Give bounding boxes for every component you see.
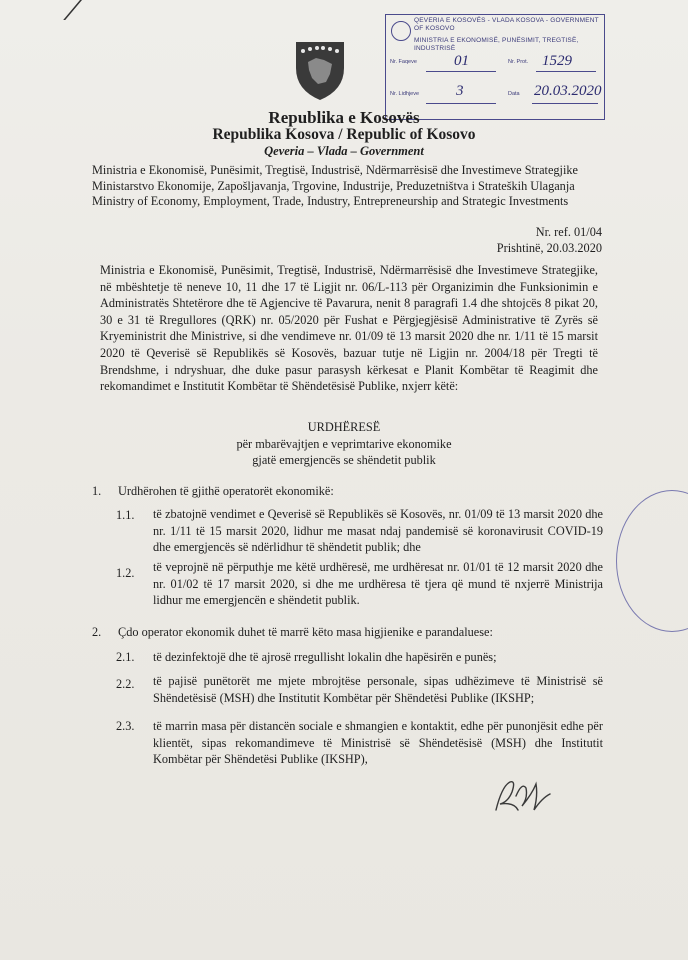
stamp-label-links: Nr. Lidhjeve <box>390 91 420 97</box>
subitem-text: të pajisë punëtorët me mjete mbrojtëse personale, sipas udhëzimeve të Ministrisë së Shëndetësisë (MSH) dhe Institutit Kombëtar për Shëndetësi Publike (IKSHP; <box>153 674 603 705</box>
header-republic-multilingual: Republika Kosova / Republic of Kosovo <box>212 126 476 143</box>
stamp-value-date: 20.03.2020 <box>534 83 602 99</box>
handwritten-signature <box>488 776 558 816</box>
reference-block <box>497 224 602 256</box>
stamp-header-1: QEVERIA E KOSOVËS - VLADA KOSOVA - GOVERNMENT OF KOSOVO <box>414 17 599 32</box>
stamp-seal-icon <box>391 21 411 41</box>
kosovo-emblem-icon <box>294 38 346 102</box>
ministry-name-sr: Ministarstvo Ekonomije, Zapošljavanja, Trgovine, Industrije, Preduzetništva i Strateških Ulaganja <box>92 178 575 193</box>
subitem-number: 2.2. <box>116 677 135 691</box>
intro-paragraph: Ministria e Ekonomisë, Punësimit, Tregtisë, Industrisë, Ndërmarrësisë dhe Investimeve Strategjike, në mbështetje të neneve 10, 11 dhe 17 të Ligjit nr. 06/L-113 për Organizimin dhe Funksionimin e Administratës Shtetërore dhe të Agjencive të Pavarura, nenit 8 paragrafi 1.4 dhe shtojcës 8 pikat 20, 30 e 31 të Rregullores (QRK) nr. 05/2020 për Fushat e Përgjegjësisë Administrative të Zyrës së Kryeministrit dhe Ministrive, si dhe vendimeve nr. 01/09 të 13 marsit 2020 dhe nr. 1/11 të 15 marsit 2020 të Qeverisë së Republikës së Kosovës, bazuar tutje në Ligjin nr. 2004/18 për Tregti të Brendshme, i ndryshuar, dhe duke pasur parasysh kërkesat e Planit Kombëtar të Reagimit dhe rekomandimet e Institutit Kombëtar të Shëndetësisë Publike, nxjerr këtë: <box>100 263 598 394</box>
item-text: Urdhërohen të gjithë operatorët ekonomikë: <box>118 484 334 498</box>
place-date: Prishtinë, 20.03.2020 <box>496 241 602 255</box>
stamp-header-2: MINISTRIA E EKONOMISË, PUNËSIMIT, TREGTISË, INDUSTRISË <box>414 37 579 52</box>
subitem-text: të marrin masa për distancën sociale e shmangien e kontaktit, edhe për punonjësit edhe për klientët, sipas rekomandimeve të Ministrisë së Shëndetësisë (MSH) dhe Institutit Kombëtar për Shëndetësi Publike (IKSHP), <box>153 719 603 767</box>
round-stamp <box>616 490 688 632</box>
order-title: URDHËRESË <box>307 420 381 434</box>
item-number: 1. <box>92 484 102 498</box>
stamp-label-date: Data <box>508 91 520 97</box>
subitem-text: të zbatojnë vendimet e Qeverisë së Republikës së Kosovës, nr. 01/09 të 13 marsit 2020 dhe nr. 1/11 të 15 marsit 2020, lidhur me masat ndaj pandemisë së koronavirusit COVID-19 dhe emergjencës së ndërlidhur të shëndetit publik; dhe <box>153 507 603 555</box>
order-subtitle-2: gjatë emergjencës se shëndetit publik <box>252 453 436 467</box>
item-text: Çdo operator ekonomik duhet të marrë këto masa higjienike e parandaluese: <box>118 625 493 639</box>
stamp-value-links: 3 <box>456 83 464 99</box>
subitem-number: 2.3. <box>116 719 135 733</box>
subitem-number: 2.1. <box>116 650 135 664</box>
subitem-text: të dezinfektojë dhe të ajrosë rregullisht lokalin dhe hapësirën e punës; <box>153 650 497 664</box>
registration-stamp <box>385 14 605 120</box>
header-republic: Republika e Kosovës <box>268 108 420 127</box>
order-subtitle-1: për mbarëvajtjen e veprimtarive ekonomike <box>236 437 452 451</box>
stamp-value-prot: 1529 <box>542 53 572 69</box>
subitem-number: 1.1. <box>116 508 135 522</box>
ministry-name-sq: Ministria e Ekonomisë, Punësimit, Tregtisë, Industrisë, Ndërmarrësisë dhe Investimeve Strategjike <box>92 163 578 177</box>
item-number: 2. <box>92 625 102 639</box>
subitem-text: të veprojnë në përputhje me këtë urdhëresë, me urdhëresat nr. 01/01 të 12 marsit 2020 dhe nr. 01/02 të 17 marsit 2020, si dhe me urdhëresa të tjera që mund të nxjerrë Ministrija lidhur me emergjencën e shëndetit publik. <box>153 560 603 608</box>
fold-mark <box>35 0 82 20</box>
ministry-names <box>92 163 612 210</box>
ministry-name-en: Ministry of Economy, Employment, Trade, Industry, Entrepreneurship and Strategic Investments <box>92 194 569 208</box>
stamp-value-pages: 01 <box>454 53 469 69</box>
subitem-number: 1.2. <box>116 566 135 580</box>
stamp-label-prot: Nr. Prot. <box>508 59 529 65</box>
header-government: Qeveria – Vlada – Government <box>264 144 424 158</box>
stamp-label-pages: Nr. Faqeve <box>390 59 417 65</box>
reference-number: Nr. ref. 01/04 <box>535 225 602 239</box>
